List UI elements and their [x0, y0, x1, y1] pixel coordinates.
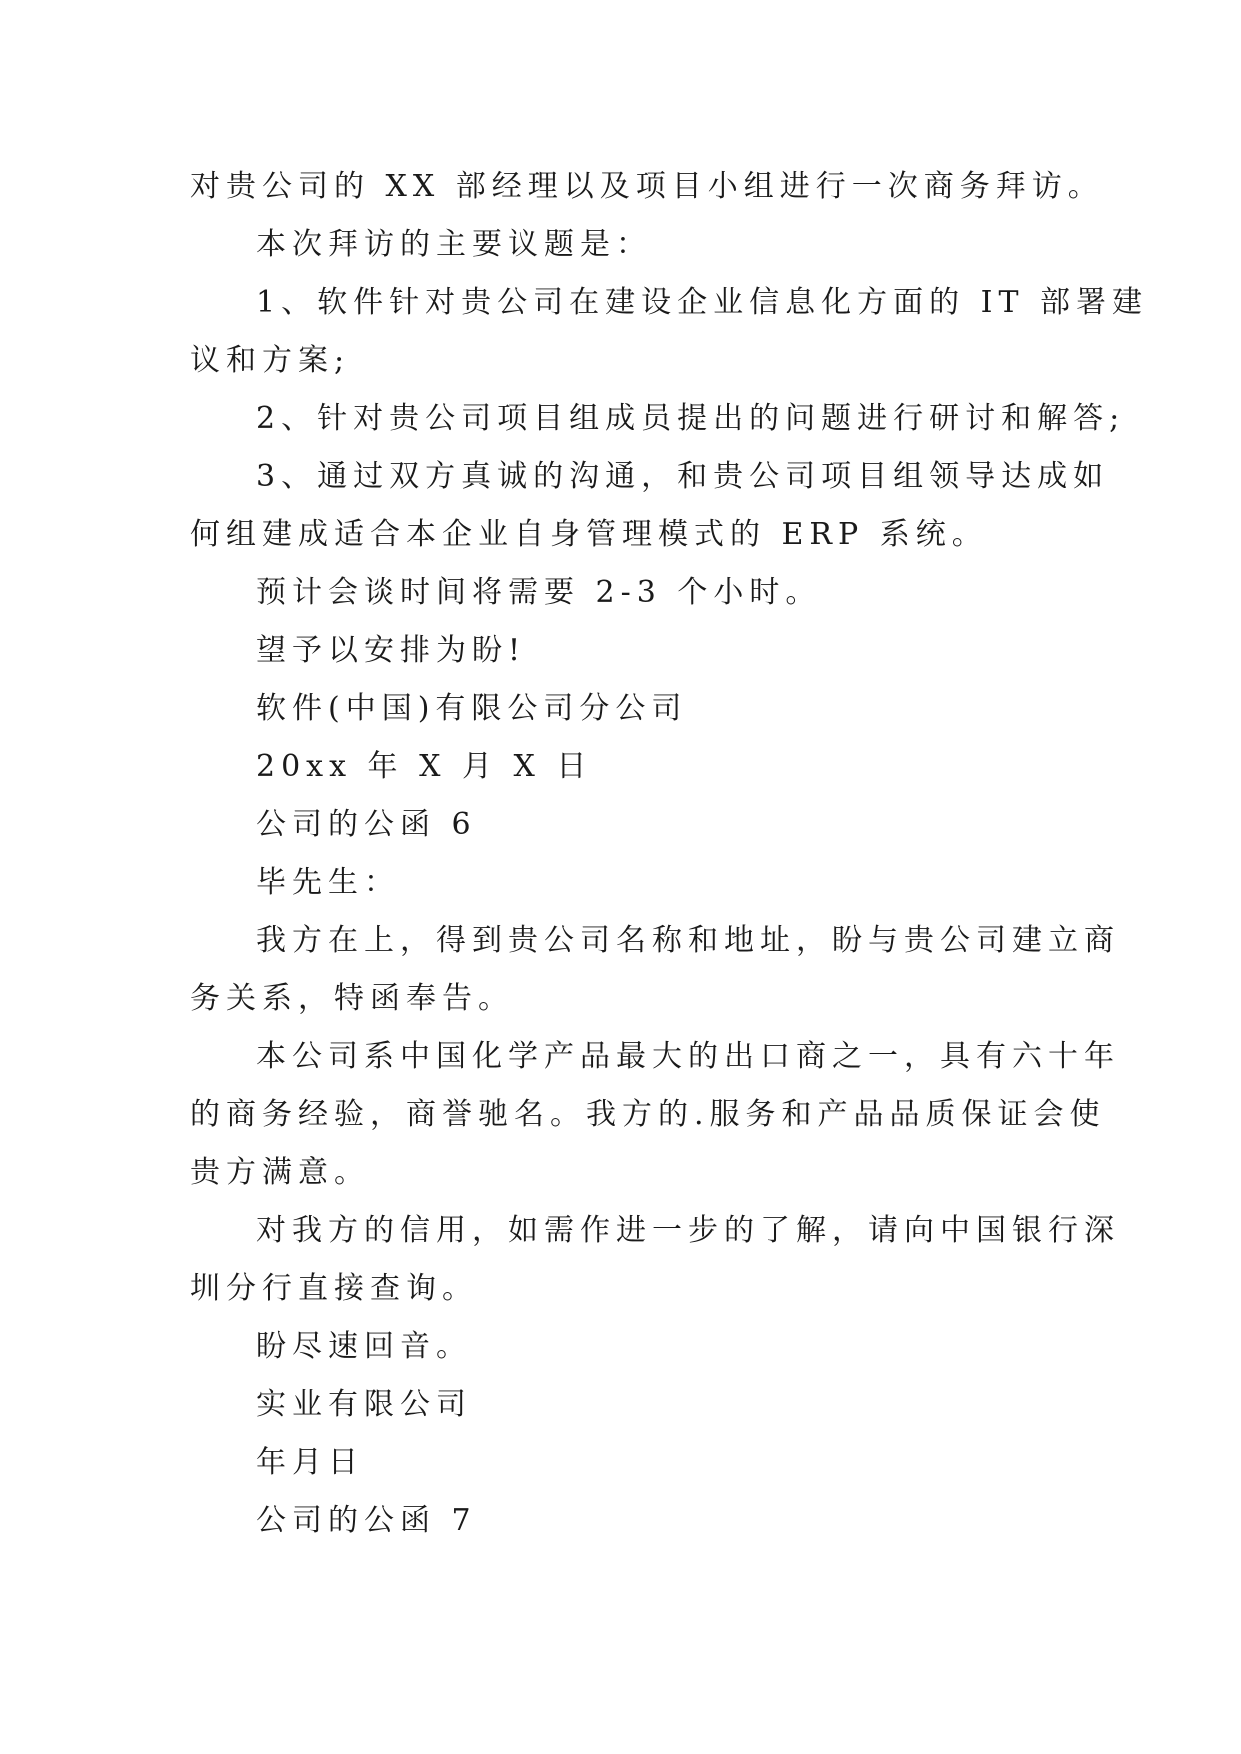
paragraph-line: 1、软件针对贵公司在建设企业信息化方面的 IT 部署建 [256, 285, 1149, 320]
paragraph-line: 2、针对贵公司项目组成员提出的问题进行研讨和解答; [256, 401, 1126, 436]
document-body [190, 158, 1149, 1550]
signature-company: 实业有限公司 [256, 1387, 472, 1422]
paragraph-line: 的商务经验，商誉驰名。我方的.服务和产品品质保证会使 [190, 1097, 1106, 1132]
signature-company: 软件(中国)有限公司分公司 [256, 691, 688, 726]
paragraph-line: 3、通过双方真诚的沟通，和贵公司项目组领导达成如 [256, 459, 1110, 494]
paragraph-line: 何组建成适合本企业自身管理模式的 ERP 系统。 [190, 517, 988, 552]
paragraph-line: 本次拜访的主要议题是： [256, 227, 652, 262]
paragraph-line: 对我方的信用，如需作进一步的了解，请向中国银行深 [256, 1213, 1120, 1248]
paragraph-line: 我方在上，得到贵公司名称和地址，盼与贵公司建立商 [256, 923, 1120, 958]
paragraph-line: 望予以安排为盼! [256, 633, 527, 668]
paragraph-line: 贵方满意。 [190, 1155, 370, 1190]
signature-date: 20xx 年 X 月 X 日 [256, 749, 593, 784]
paragraph-line: 本公司系中国化学产品最大的出口商之一，具有六十年 [256, 1039, 1120, 1074]
section-heading: 公司的公函 7 [256, 1503, 477, 1538]
signature-date: 年月日 [256, 1445, 364, 1480]
paragraph-line: 议和方案; [190, 343, 351, 378]
paragraph-line: 对贵公司的 XX 部经理以及项目小组进行一次商务拜访。 [190, 169, 1104, 204]
salutation: 毕先生： [256, 865, 400, 900]
section-heading: 公司的公函 6 [256, 807, 477, 842]
paragraph-line: 预计会谈时间将需要 2-3 个小时。 [256, 575, 822, 610]
paragraph-line: 圳分行直接查询。 [190, 1271, 478, 1306]
paragraph-line: 务关系，特函奉告。 [190, 981, 514, 1016]
closing-line: 盼尽速回音。 [256, 1329, 472, 1364]
